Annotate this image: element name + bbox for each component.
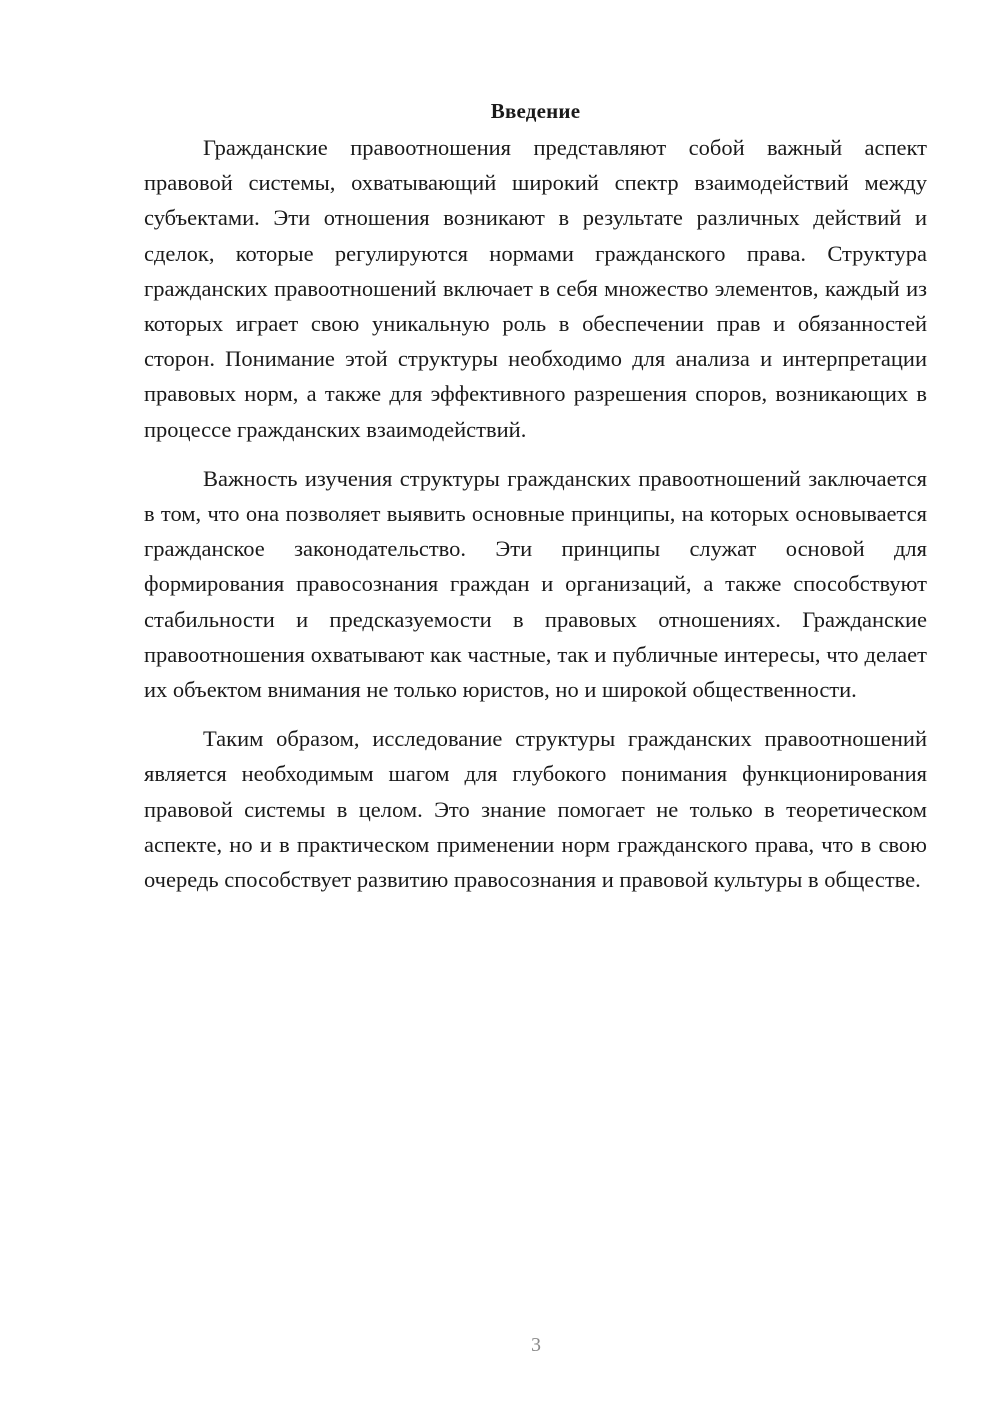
section-heading: Введение <box>490 99 581 123</box>
paragraph-3: Таким образом, исследование структуры гражданских правоотношений является необходимым шагом для глубокого понимания функционирования правовой системы в целом. Это знание помогает не только в теоретическом аспекте, но и в практическом применении норм гражданского права, что в свою очередь способствует развитию правосознания и правовой культуры в обществе. <box>144 726 927 893</box>
page-body <box>144 96 927 911</box>
paragraph-2: Важность изучения структуры гражданских правоотношений заключается в том, что она позволяет выявить основные принципы, на которых основывается гражданское законодательство. Эти принципы служат основой для формирования правосознания граждан и организаций, а также способствуют стабильности и предсказуемости в правовых отношениях. Гражданские правоотношения охватывают как частные, так и публичные интересы, что делает их объектом внимания не только юристов, но и широкой общественности. <box>144 465 927 703</box>
paragraph-1: Гражданские правоотношения представляют собой важный аспект правовой системы, охватывающий широкий спектр взаимодействий между субъектами. Эти отношения возникают в результате различных действий и сделок, которые регулируются нормами гражданского права. Структура гражданских правоотношений включает в себя множество элементов, каждый из которых играет свою уникальную роль в обеспечении прав и обязанностей сторон. Понимание этой структуры необходимо для анализа и интерпретации правовых норм, а также для эффективного разрешения споров, возникающих в процессе гражданских взаимодействий. <box>144 135 927 442</box>
page-number: 3 <box>531 1334 541 1356</box>
